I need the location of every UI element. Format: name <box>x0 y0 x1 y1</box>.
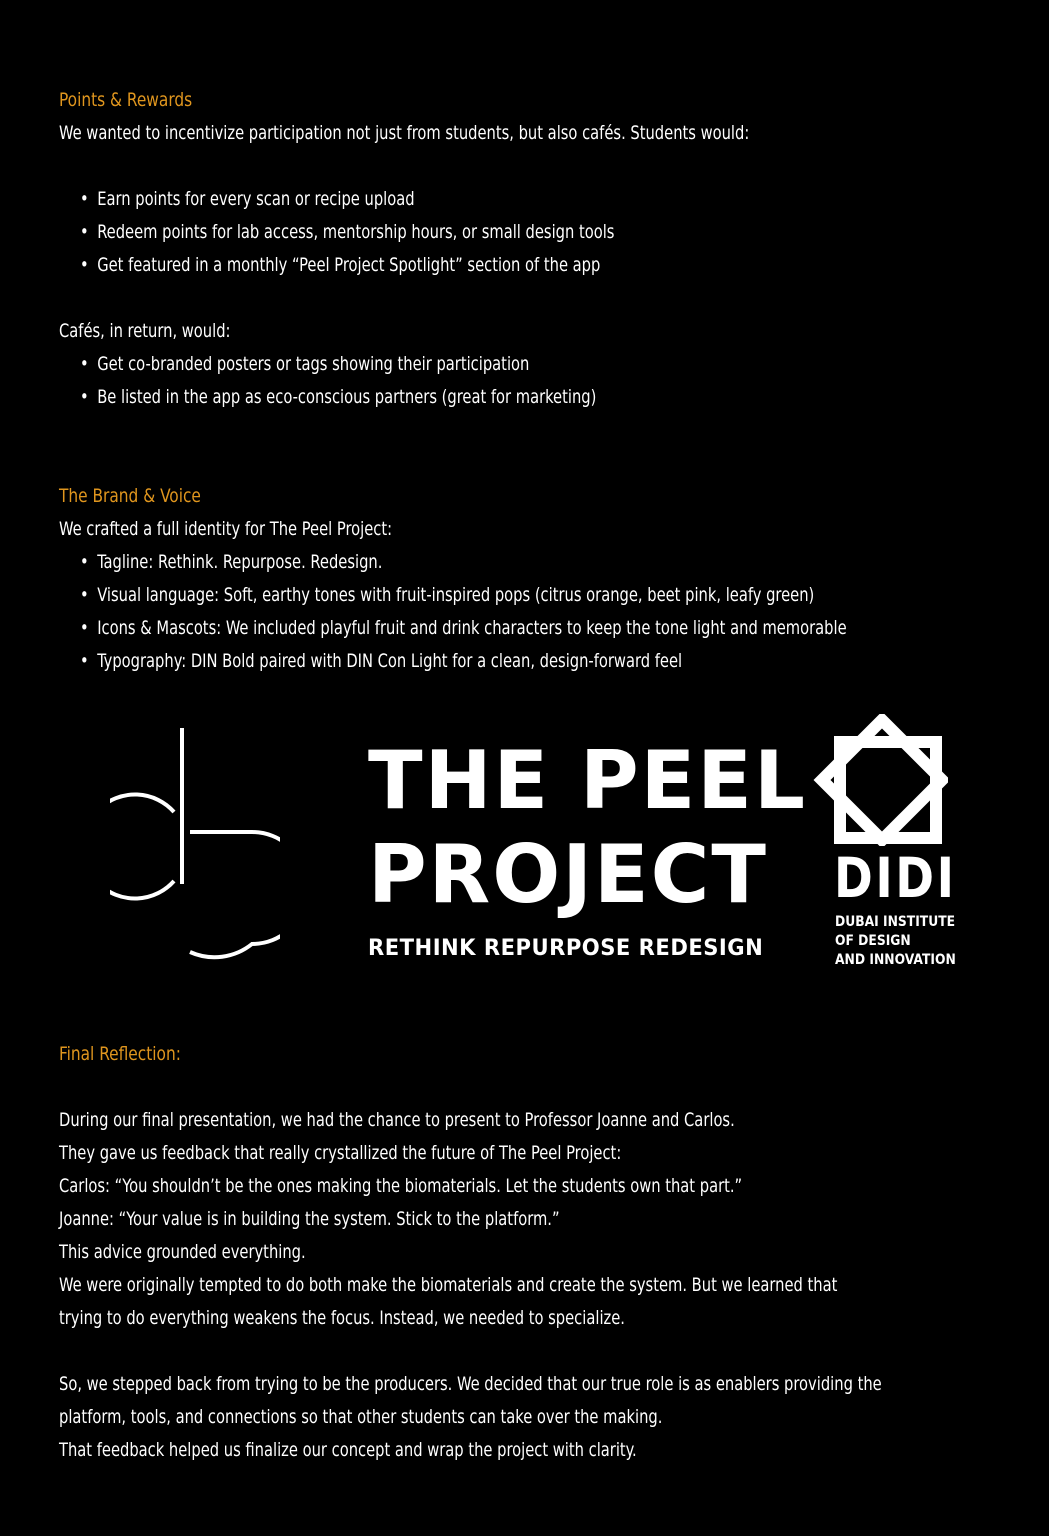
list-item: • Tagline: Rethink. Repurpose. Redesign. <box>80 551 383 573</box>
didi-subtitle-line: AND INNOVATION <box>835 952 956 968</box>
bullet-icon: • <box>80 254 89 276</box>
bullet-icon: • <box>80 551 89 573</box>
bullet-icon: • <box>80 584 89 606</box>
didi-wordmark: DIDI <box>834 846 957 910</box>
d3-logo-icon <box>110 724 280 964</box>
peel-title-line-1: THE PEEL <box>368 734 807 827</box>
bullet-icon: • <box>80 353 89 375</box>
didi-subtitle <box>835 913 956 970</box>
reflection-line: This advice grounded everything. <box>59 1241 306 1263</box>
list-item: • Be listed in the app as eco-conscious partners (great for marketing) <box>80 386 597 408</box>
reflection-line: Carlos: “You shouldn’t be the ones making the biomaterials. Let the students own that part.” <box>59 1175 743 1197</box>
list-item: • Get featured in a monthly “Peel Project Spotlight” section of the app <box>80 254 601 276</box>
list-item: • Typography: DIN Bold paired with DIN Con Light for a clean, design-forward feel <box>80 650 683 672</box>
list-item: • Visual language: Soft, earthy tones with fruit-inspired pops (citrus orange, beet pink, leafy green) <box>80 584 815 606</box>
rewards-intro: We wanted to incentivize participation not just from students, but also cafés. Students would: <box>59 122 750 144</box>
reflection-line: During our final presentation, we had the chance to present to Professor Joanne and Carlos. <box>59 1109 735 1131</box>
reflection-line: We were originally tempted to do both make the biomaterials and create the system. But we learned that <box>59 1274 838 1296</box>
bullet-icon: • <box>80 617 89 639</box>
rewards-heading: Points & Rewards <box>59 89 193 111</box>
cafes-intro: Cafés, in return, would: <box>59 320 231 342</box>
reflection-line: trying to do everything weakens the focus. Instead, we needed to specialize. <box>59 1307 625 1329</box>
reflection-line: So, we stepped back from trying to be the producers. We decided that our true role is as enablers providing the <box>59 1373 882 1395</box>
reflection-line: platform, tools, and connections so that other students can take over the making. <box>59 1406 663 1428</box>
peel-title-line-2: PROJECT <box>368 828 768 921</box>
list-item: • Get co-branded posters or tags showing their participation <box>80 353 530 375</box>
reflection-line: They gave us feedback that really crystallized the future of The Peel Project: <box>59 1142 622 1164</box>
list-item: • Icons & Mascots: We included playful fruit and drink characters to keep the tone light and memorable <box>80 617 847 639</box>
bullet-icon: • <box>80 188 89 210</box>
reflection-line: Joanne: “Your value is in building the system. Stick to the platform.” <box>59 1208 560 1230</box>
peel-tagline: RETHINK REPURPOSE REDESIGN <box>368 936 764 961</box>
brand-intro: We crafted a full identity for The Peel Project: <box>59 518 393 540</box>
didi-logo-icon <box>808 714 948 846</box>
bullet-icon: • <box>80 386 89 408</box>
reflection-heading: Final Reflection: <box>59 1043 181 1065</box>
bullet-icon: • <box>80 650 89 672</box>
list-item: • Redeem points for lab access, mentorship hours, or small design tools <box>80 221 615 243</box>
bullet-icon: • <box>80 221 89 243</box>
brand-heading: The Brand & Voice <box>59 485 201 507</box>
logo-strip <box>0 700 1049 990</box>
didi-subtitle-line: DUBAI INSTITUTE <box>835 914 956 930</box>
list-item: • Earn points for every scan or recipe upload <box>80 188 415 210</box>
reflection-line: That feedback helped us finalize our concept and wrap the project with clarity. <box>59 1439 637 1461</box>
peel-project-logo <box>368 734 807 922</box>
didi-subtitle-line: OF DESIGN <box>835 933 911 949</box>
